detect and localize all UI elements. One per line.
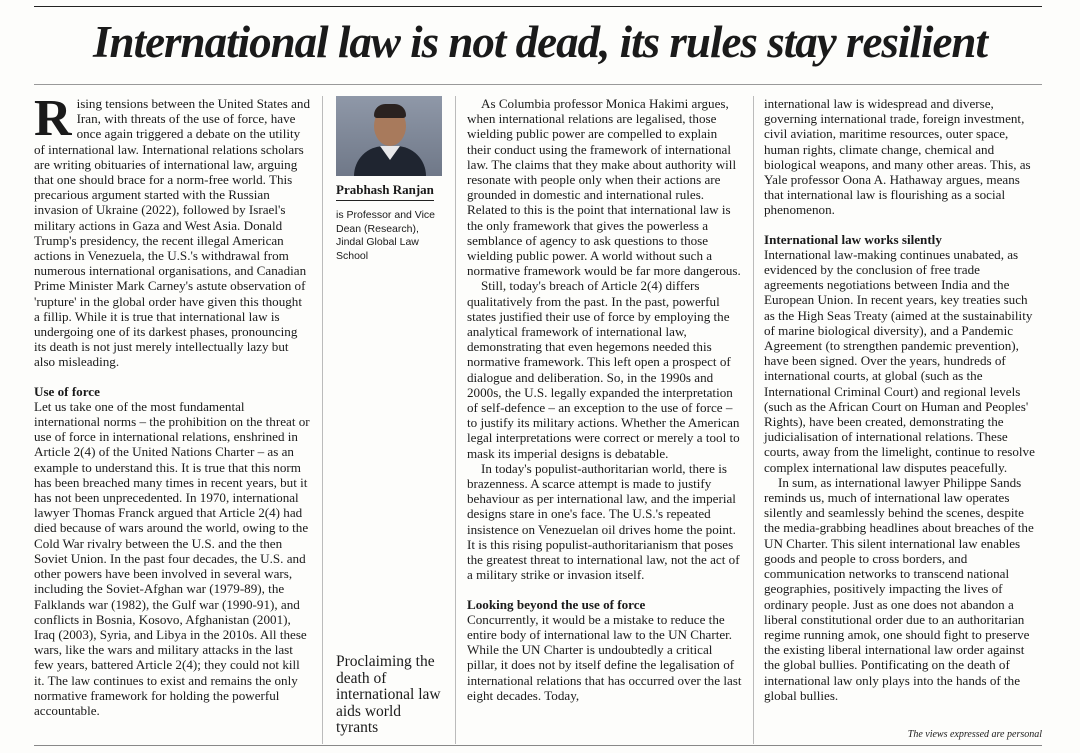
drop-cap: R [34,90,72,147]
paragraph: international law is widespread and diverse, governing international trade, foreign investment, civil aviation, maritime resources, outer space, human rights, climate change, chemical and biological weapons, and many other areas. This, as Yale professor Oona A. Hathaway argues, means that international law is flourishing as a social phenomenon. [764,96,1031,218]
headline-rule [34,84,1042,85]
author-name: Prabhash Ranjan [336,182,434,201]
column-divider [322,96,323,744]
paragraph: As Columbia professor Monica Hakimi argues, when international relations are legalised, those wielding public power are compelled to explain their conduct using the framework of international law. The claims that they make about authority will resonate with people only when their actions are grounded in domestic and international rules. Related to this is the point that international law is the only framework that gives the powerless a semblance of agency to ask questions to those wielding public power. A world without such a normative framework would be far more dangerous. [467,96,741,279]
intro-text: ising tensions between the United States and Iran, with threats of the use of force, have once again triggered a debate on the utility of international law. International relations scholars are writing obituaries of international law, arguing that one should brace for a norm-free world. This precarious argument started with the Russian invasion of Ukraine (2022), followed by Israel's military actions in Gaza and West Asia. Donald Trump's presidency, the recent illegal American actions in Venezuela, the U.S.'s withdrawal from numerous international organisations, and Canadian Prime Minister Mark Carney's astute observation of 'rupture' in the global order have given this thought a fillip. While it is true that international law is undergoing one of its darkest phases, pronouncing its death is not just merely intellectually lazy but also misleading. [34,96,311,370]
paragraph: Still, today's breach of Article 2(4) differs qualitatively from the past. In the past, powerful states justified their use of force by employing the analytical framework of international law, demonstrating that even hegemons needed this normative framework. This left open a prospect of dialogue and deliberation. So, in the 1990s and 2000s, the U.S. legally expanded the interpretation of self-defence – an exception to the use of force – to justify its military actions. Whether the American legal interpretations were correct or merely a tool to mask its imperial designs is debatable. [467,278,740,461]
column-divider [753,96,754,744]
column-4 [764,96,1040,703]
top-rule [34,6,1042,7]
disclaimer: The views expressed are personal [907,729,1042,740]
pull-quote: Proclaiming the death of international law aids world tyrants [336,653,441,736]
paragraph: Let us take one of the most fundamental international norms – the prohibition on the threat or use of force in international relations, enshrined in Article 2(4) of the United Nations Charter – as an example to understand this. It is true that this norm has been breached many times in recent years, but it has not been unprecedented. In 1970, international lawyer Thomas Franck argued that Article 2(4) had died because of wars around the world, owing to the Cold War rivalry between the U.S. and the then Soviet Union. In the past four decades, the U.S. and other powers have been involved in several wars, including the Soviet-Afghan war (1979-89), the Falklands war (1982), the Gulf war (1990-91), and conflicts in Bosnia, Kosovo, Afghanistan (2001), Iraq (2003), Syria, and Libya in the 2010s. All these wars, like the wars and military attacks in the last few years, battered Article 2(4); they could not kill it. The law continues to exist and remains the only normative framework for holding the powerful accountable. [34,398,310,718]
intro-paragraph [34,90,311,370]
author-bio: is Professor and Vice Dean (Research), Jindal Global Law School [336,209,436,262]
subhead-looking-beyond: Looking beyond the use of force [467,596,646,612]
subhead-use-of-force: Use of force [34,383,100,399]
paragraph: In sum, as international lawyer Philippe Sands reminds us, much of international law operates silently and seamlessly behind the scenes, despite the media-grabbing headlines about breaches of the UN Charter. This silent international law enables goods and people to cross borders, and communication networks to transcend national geographies, positively impacting the lives of ordinary people. Just as one does not abandon a liberal constitutional order due to an authoritarian regime running amok, one should fight to preserve the existing liberal international law order against the global bullies. Pontificating on the death of international law only plays into the hands of the global bullies. [764,474,1034,703]
column-divider [455,96,456,744]
author-photo [336,96,442,176]
author-box [336,96,446,263]
paragraph: International law-making continues unabated, as evidenced by the conclusion of free trade agreements negotiations between India and the European Union. In recent years, key treaties such as the High Seas Treaty (aimed at the sustainability of marine biological diversity), and a Pandemic Agreement (to strengthen pandemic prevention), have been signed. Over the years, hundreds of international courts, at global (such as the International Criminal Court) and regional levels (such as the African Court on Human and Peoples' Rights), have been created, demonstrating the judicialisation of international relations. These courts, away from the limelight, continue to resolve complex international law disputes peacefully. [764,246,1035,475]
subhead-works-silently: International law works silently [764,231,942,247]
paragraph: In today's populist-authoritarian world, there is brazenness. A scarce attempt is made to justify behaviour as per international law, and the imperial designs stare in one's face. The U.S.'s repeated insistence on Venezuelan oil drives home the point. It is this rising populist-authoritarianism that poses the greatest threat to international law, not the act of a military strike or invasion itself. [467,460,740,583]
headline: International law is not dead, its rules stay resilient [93,17,987,67]
paragraph: Concurrently, it would be a mistake to reduce the entire body of international law to the UN Charter. While the UN Charter is undoubtedly a critical pillar, it does not by itself define the legalisation of international relations that has occurred over the last eight decades. Today, [467,611,742,703]
column-3 [467,96,743,703]
column-1 [34,90,311,718]
bottom-rule [34,745,1042,746]
